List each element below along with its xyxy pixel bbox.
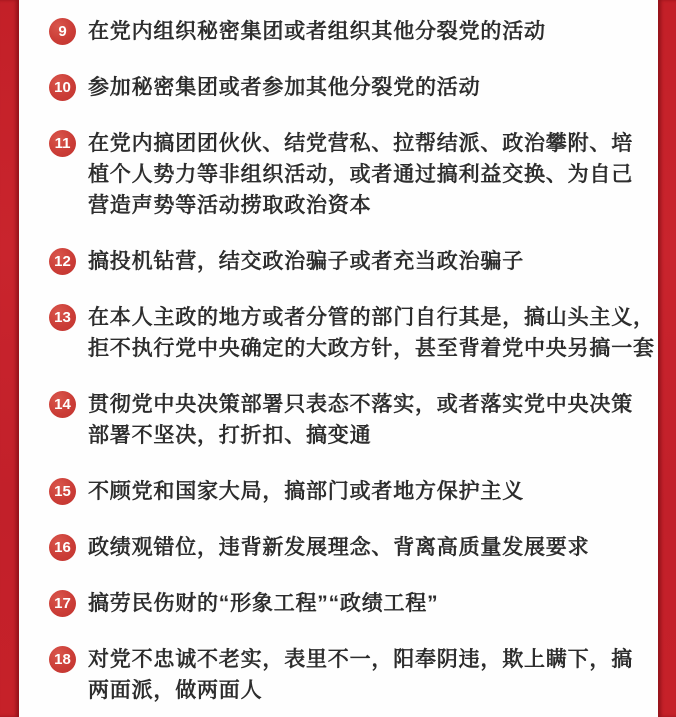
item-text bbox=[88, 476, 524, 507]
item-text bbox=[88, 302, 655, 364]
item-text bbox=[88, 16, 546, 47]
list-item bbox=[49, 302, 658, 364]
item-text bbox=[88, 644, 633, 706]
item-text-line: 植个人势力等非组织活动，或者通过搞利益交换、为自己 bbox=[88, 163, 633, 186]
item-text-line: 在本人主政的地方或者分管的部门自行其是，搞山头主义， bbox=[88, 306, 655, 329]
left-red-border bbox=[0, 0, 19, 717]
list-item bbox=[49, 389, 658, 451]
item-text-line: 不顾党和国家大局，搞部门或者地方保护主义 bbox=[88, 480, 524, 503]
item-text bbox=[88, 532, 589, 563]
item-text bbox=[88, 246, 524, 277]
item-text-line: 政绩观错位，违背新发展理念、背离高质量发展要求 bbox=[88, 536, 590, 559]
item-number-badge: 15 bbox=[49, 478, 76, 505]
item-number-badge: 14 bbox=[49, 391, 76, 418]
item-number-badge: 9 bbox=[49, 18, 76, 45]
item-text-line: 在党内组织秘密集团或者组织其他分裂党的活动 bbox=[88, 20, 546, 43]
list-item bbox=[49, 128, 658, 221]
list-item bbox=[49, 532, 658, 563]
right-red-border bbox=[658, 0, 676, 717]
list-item bbox=[49, 644, 658, 706]
list-item bbox=[49, 588, 658, 619]
item-text-line: 部署不坚决，打折扣、搞变通 bbox=[88, 424, 372, 447]
item-number-badge: 12 bbox=[49, 248, 76, 275]
item-number-badge: 11 bbox=[49, 130, 76, 157]
item-text-line: 搞劳民伤财的“形象工程”“政绩工程” bbox=[88, 592, 439, 615]
item-text bbox=[88, 588, 438, 619]
item-text bbox=[88, 389, 633, 451]
item-number-badge: 13 bbox=[49, 304, 76, 331]
item-text-line: 两面派，做两面人 bbox=[88, 679, 263, 702]
item-text-line: 贯彻党中央决策部署只表态不落实，或者落实党中央决策 bbox=[88, 393, 633, 416]
item-text-line: 营造声势等活动捞取政治资本 bbox=[88, 194, 372, 217]
item-text bbox=[88, 128, 633, 221]
item-number-badge: 18 bbox=[49, 646, 76, 673]
item-text bbox=[88, 72, 480, 103]
violations-list bbox=[19, 0, 658, 717]
item-text-line: 参加秘密集团或者参加其他分裂党的活动 bbox=[88, 76, 481, 99]
item-text-line: 在党内搞团团伙伙、结党营私、拉帮结派、政治攀附、培 bbox=[88, 132, 633, 155]
list-item bbox=[49, 16, 658, 47]
list-item bbox=[49, 72, 658, 103]
list-item bbox=[49, 246, 658, 277]
item-number-badge: 16 bbox=[49, 534, 76, 561]
item-number-badge: 10 bbox=[49, 74, 76, 101]
item-text-line: 搞投机钻营，结交政治骗子或者充当政治骗子 bbox=[88, 250, 524, 273]
list-item bbox=[49, 476, 658, 507]
item-number-badge: 17 bbox=[49, 590, 76, 617]
item-text-line: 拒不执行党中央确定的大政方针，甚至背着党中央另搞一套 bbox=[88, 337, 655, 360]
item-text-line: 对党不忠诚不老实，表里不一，阳奉阴违，欺上瞒下，搞 bbox=[88, 648, 633, 671]
